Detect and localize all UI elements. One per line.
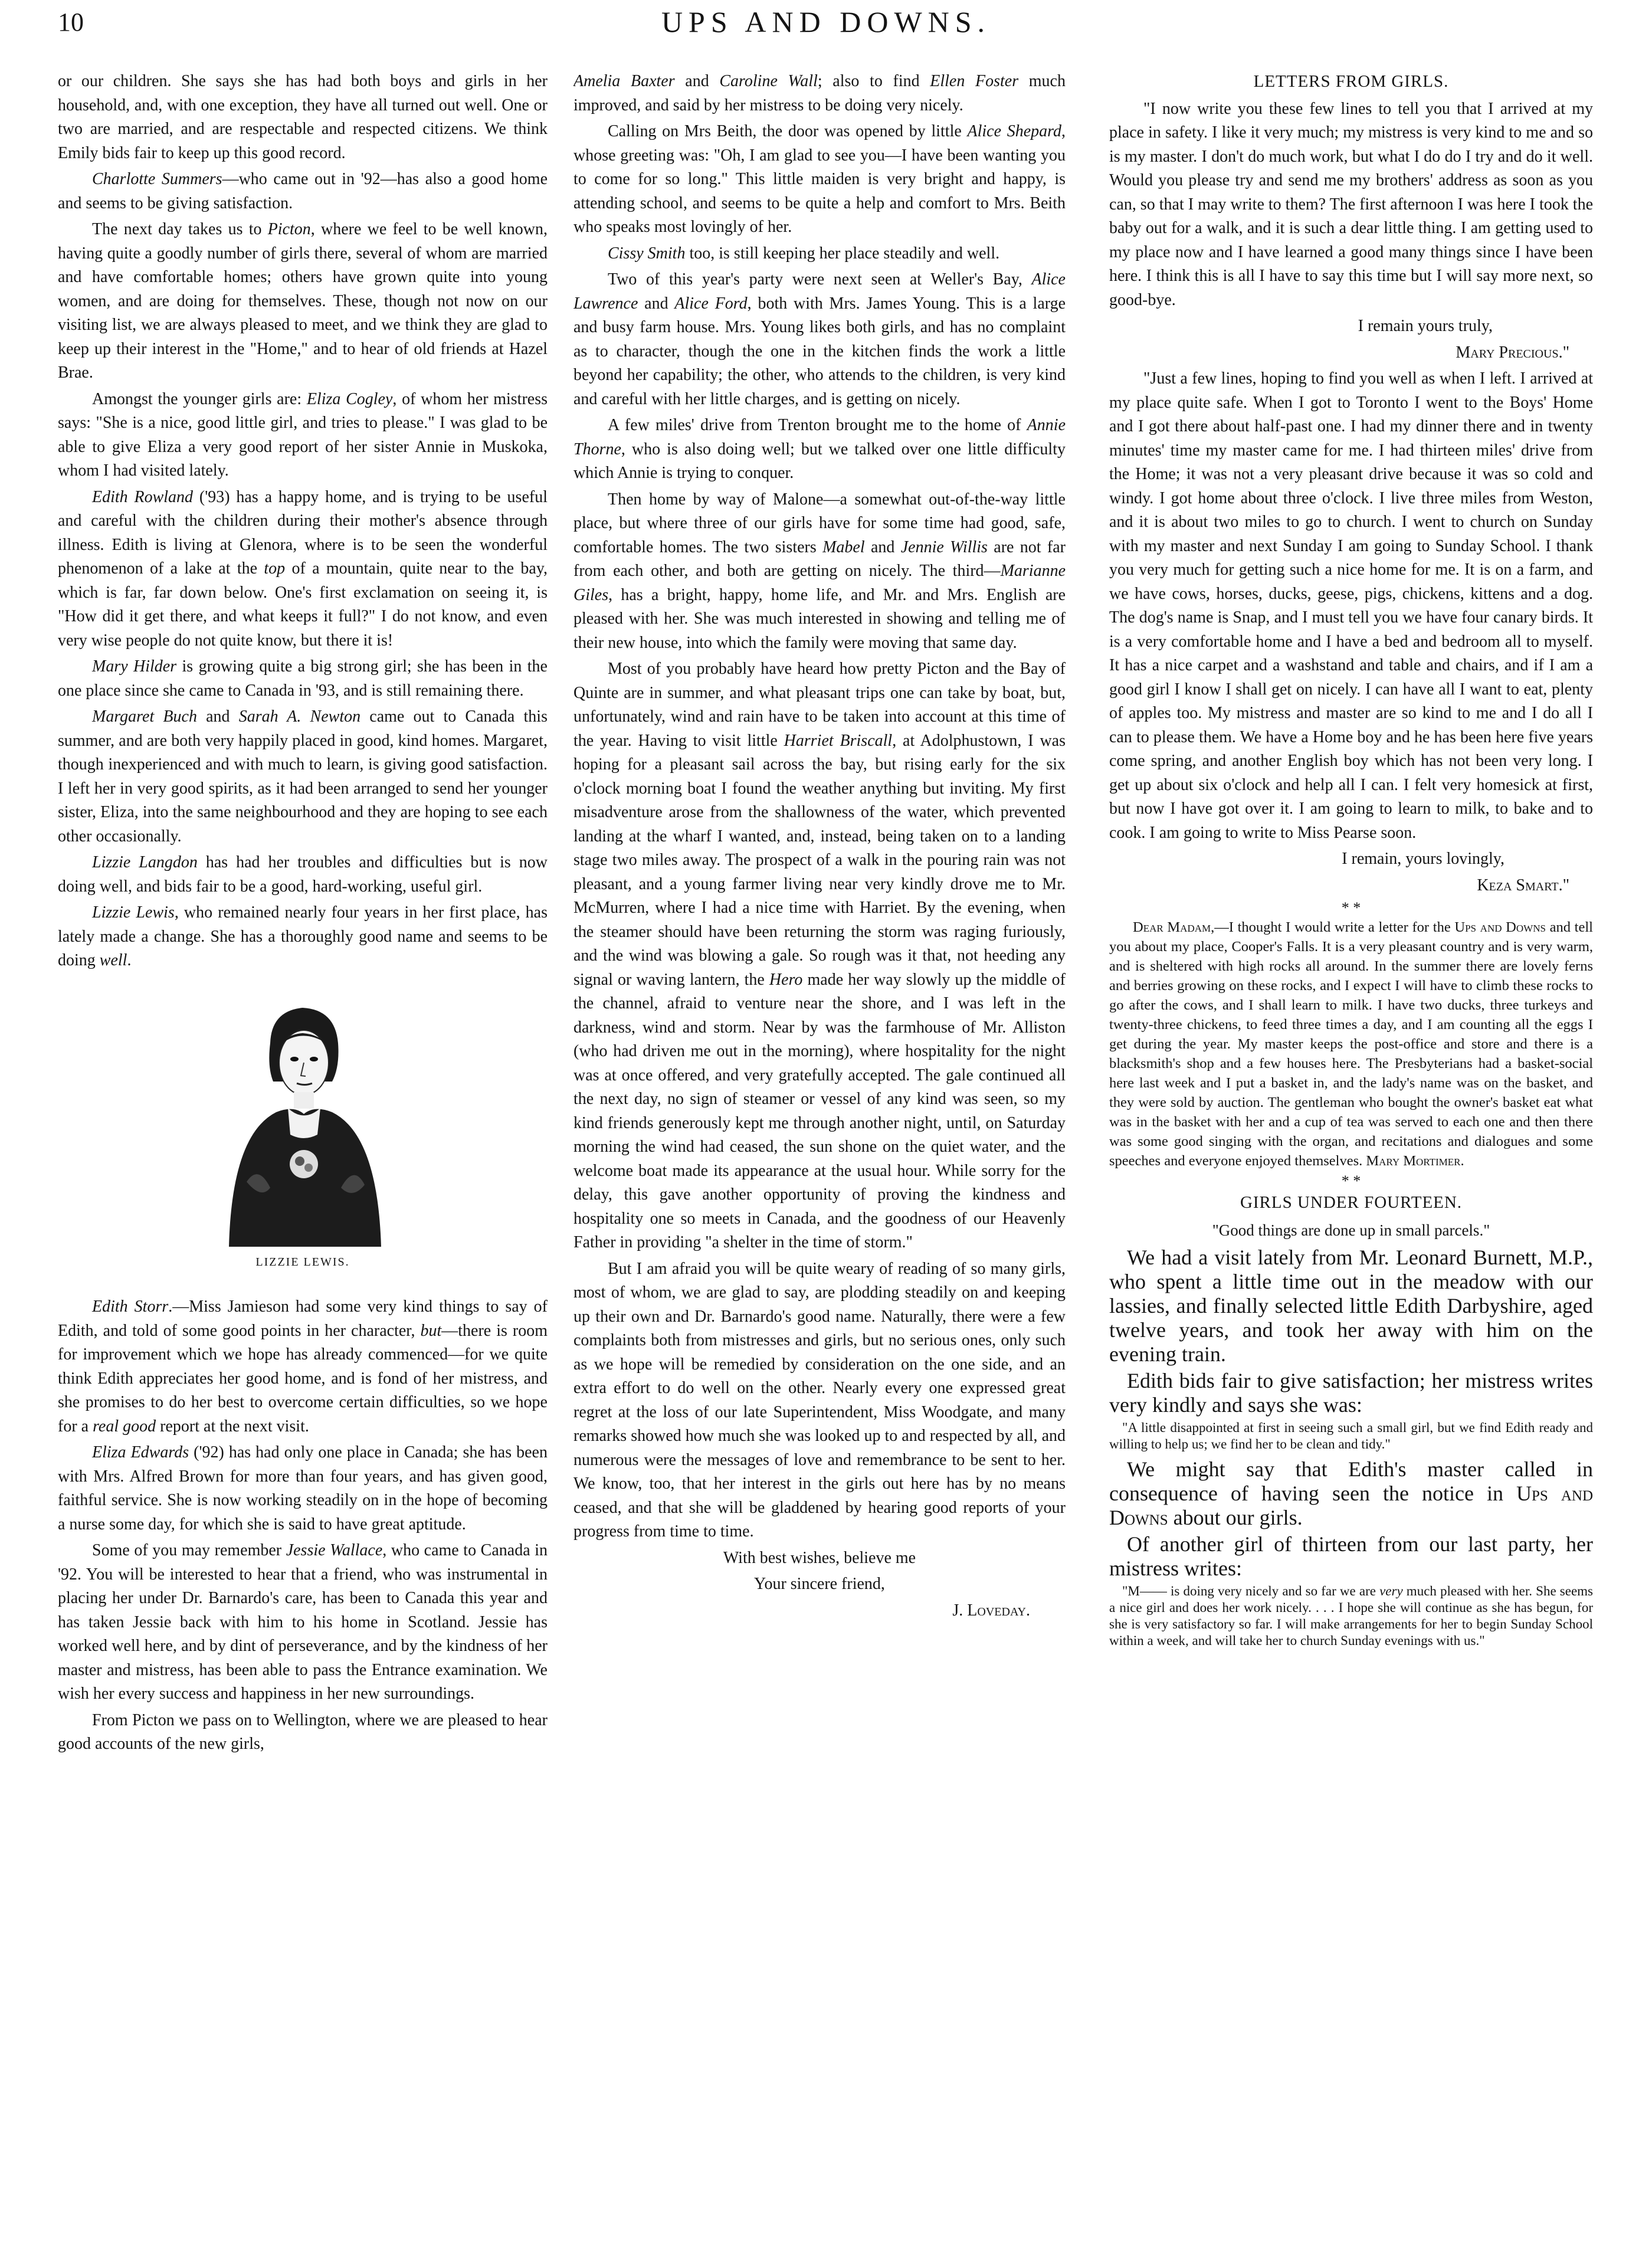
portrait-caption: LIZZIE LEWIS. <box>255 1255 350 1269</box>
person-name: Eliza Edwards <box>92 1443 189 1461</box>
letter-body: "Just a few lines, hoping to find you well as when I left. I arrived at my place quite safe. When I got to Toronto I went to the Boys' Home and I got there about half-past one. I had my dinner there and in twenty minutes' time my master came for me. I had thirteen miles' drive from the Home; it was not a very pleasant drive because it was so cold and windy. I got home about three o'clock. I live three miles from Weston, and it is about two miles to go to church. I went to church on Sunday with my master and next Sunday I am going to Sunday School. I thank you very much for getting such a nice home for me. It is on a farm, and we have cows, horses, ducks, geese, pigs, chickens, kittens and a dog. The dog's name is Snap, and I must tell you we have four canary birds. It is a very comfortable home and I have a bed and bedroom all to myself. It has a nice carpet and a washstand and table and chairs, and if I am a good girl I know I shall get on nicely. I can have all I want to eat, plenty of apples too. My mistress and master are so kind to me and I do all I can to please them. We have a Home boy and he has been here five years come spring, and another English boy which has not been very long. I get up about six o'clock and help all I can. I felt very homesick at first, but now I have got over it. I am going to learn to milk, to bake and to cook. I am going to write to Miss Pearse soon. <box>1109 369 1593 842</box>
quotation: "A little disappointed at first in seeing such a small girl, but we find Edith ready and willing to help us; we find her to be clean and tidy." <box>1109 1420 1593 1451</box>
person-name: Mary Hilder <box>92 657 177 676</box>
magazine-name: Ups and Downs <box>1454 919 1546 935</box>
paragraph: We might say that Edith's master called in consequence of having seen the notice in Ups and Downs about our girls. <box>1109 1457 1593 1529</box>
person-name: Charlotte Summers <box>92 170 222 188</box>
letter-closing: I remain yours truly, <box>1358 317 1493 335</box>
letter-signature: Mary Mortimer. <box>1366 1153 1464 1169</box>
large-print-section <box>1109 1246 1593 1417</box>
paragraph: Margaret Buch and Sarah A. Newton came out to Canada this summer, and are both very happily placed in good, kind homes. Margaret, though inexperienced and with much to learn, is giving good satisfaction. I left her in very good spirits, as it had been arranged to send her younger sister, Eliza, into the same neighbourhood and they are hoping to see each other occasionally. <box>58 707 548 846</box>
paragraph: From Picton we pass on to Wellington, where we are pleased to hear good accounts of the new girls, <box>58 1710 548 1753</box>
letter-signature: Mary Precious." <box>1456 343 1569 362</box>
signature: J. Loveday. <box>952 1601 1030 1620</box>
person-name: Lizzie Lewis <box>92 903 175 922</box>
motto: "Good things are done up in small parcels." <box>1212 1221 1490 1239</box>
person-name: Alice Lawrence <box>573 270 1066 313</box>
paragraph: Edith Storr.—Miss Jamieson had some very kind things to say of Edith, and told of some good points in her character, but—there is room for improvement which we hope has already commenced—for we quite think Edith appreciates her good home, and is fond of her mistress, and she promises to do her best to overcome certain difficulties, so we hope for a real good report at the next visit. <box>58 1297 548 1436</box>
paragraph: Eliza Edwards ('92) has had only one place in Canada; she has been with Mrs. Alfred Brown for more than four years, and has given good, faithful service. She is now working steadily on in the hope of becoming a nurse some day, for which she is said to have great aptitude. <box>58 1443 548 1533</box>
person-name: Edith Storr <box>92 1297 169 1316</box>
letter-small-print: Dear Madam,—I thought I would write a letter for the Ups and Downs and tell you about my place, Cooper's Falls. It is a very pleasant country and is very warm, and is sheltered with high rocks all around. In the summer there are lovely ferns and berries growing on these rocks, and I expect I will have to climb these rocks to go after the cows, and I shall learn to milk. I have two ducks, three turkeys and twenty-three chickens, to feed three times a day, and I am counting all the eggs I get during the year. My master keeps the post-office and store and there is a blacksmith's shop and a few houses here. The Presbyterians had a basket-social here last week and I put a basket in, and the lady's name was on the basket, and they were sold by auction. The gentleman who bought the owner's basket eat what was in the basket with her and a cup of tea was served to each one and then there was some good singing with the organ, and recitations and dialogues and some speeches and everyone enjoyed themselves. Mary Mortimer. <box>1109 919 1593 1169</box>
emphasis: very <box>1379 1584 1403 1598</box>
paragraph: Calling on Mrs Beith, the door was opened by little Alice Shepard, whose greeting was: "Oh, I am glad to see you—I have been wanting you to come for so long." This little maiden is very bright and happy, is attending school, and seems to be quite a help and comfort to Mrs. Beith who speaks most lovingly of her. <box>573 122 1066 236</box>
person-name: Edith Rowland <box>92 487 194 506</box>
paragraph: Of another girl of thirteen from our last party, her mistress writes: <box>1109 1532 1593 1580</box>
paragraph: Edith Rowland ('93) has a happy home, and is trying to be useful and careful with the children during their mother's absence through illness. Edith is living at Glenora, where is to be seen the wonderful phenomenon of a lake at the top of a mountain, quite near to the bay, which is far, far down below. One's first exclamation on seeing it, is "How did it get there, and what keeps it full?" I do not know, and even very wise people do not quite know, but there it is! <box>58 487 548 650</box>
person-name: Sarah A. Newton <box>238 707 361 726</box>
emphasis: real good <box>93 1417 156 1436</box>
paragraph: We had a visit lately from Mr. Leonard Burnett, M.P., who spent a little time out in the meadow with our lassies, and finally selected little Edith Darbyshire, aged twelve years, and took her away with him on the evening train. <box>1109 1246 1593 1366</box>
paragraph: Amelia Baxter and Caroline Wall; also to find Ellen Foster much improved, and said by her mistress to be doing very nicely. <box>573 72 1066 114</box>
person-name: Alice Shepard <box>967 122 1061 140</box>
page-number: 10 <box>58 8 84 37</box>
emphasis: but <box>420 1321 442 1340</box>
paragraph: But I am afraid you will be quite weary of reading of so many girls, most of whom, we are glad to say, are plodding steadily on and keeping up their own and Dr. Barnardo's good name. Naturally, there were a few complaints both from mistresses and girls, but no serious ones, only such as we hope will be remedied by consideration on the one side, and an extra effort to do well on the other. Nearly every one expressed great regret at the loss of our late Superintendent, Miss Woodgate, and many remarks showed how much she was looked up to and respected by all, and numerous were the messages of love and remembrance to be sent to her. We know, too, that her interest in the girls out here has by no means ceased, and that she will be gladdened by hearing good reports of your progress from time to time. <box>573 1259 1066 1541</box>
paragraph: Mary Hilder is growing quite a big strong girl; she has been in the one place since she came to Canada in '93, and is still remaining there. <box>58 657 548 700</box>
paragraph: or our children. She says she has had both boys and girls in her household, and, with one exception, they have all turned out well. One or two are married, and are respectable and respected citizens. We think Emily bids fair to keep up this good record. <box>58 72 548 162</box>
paragraph: Lizzie Lewis, who remained nearly four years in her first place, has lately made a change. She has a thoroughly good name and seems to be doing well. <box>58 903 548 969</box>
paragraph: Most of you probably have heard how pretty Picton and the Bay of Quinte are in summer, and what pleasant trips one can take by boat, but, unfortunately, wind and rain have to be taken into account at this time of the year. Having to visit little Harriet Briscall, at Adolphustown, I was hoping for a pleasant sail across the bay, but rising early for the six o'clock morning boat I found the weather anything but inviting. My first misadventure arose from the shallowness of the water, which prevented landing at the wharf I wanted, and, instead, being taken on to a landing stage two miles away. The prospect of a walk in the pouring rain was not pleasant, and a young farmer living near very kindly drove me to Mr. McMurren, where I had a nice time with Harriet. By the evening, when the steamer should have been returning the storm was raging furiously, and the wind was blowing a gale. So rough was it that, not heeding any signal or waving lantern, the Hero made her way slowly up the middle of the channel, afraid to venture near the shore, and I was left in the darkness, wind and storm. Near by was the farmhouse of Mr. Alliston (who had driven me out in the morning), where hospitality for the night was at once offered, and very gratefully accepted. The gale continued all the next day, no sign of steamer or vessel of any kind was seen, so my kind friends generously kept me through another night, until, on Saturday morning the wind had ceased, the sun shone on the quiet water, and the welcome boat made its appearance at the usual hour. While sorry for the delay, this gave another opportunity of proving the kindness and hospitality one so meets in Canada, and the goodness of our Heavenly Father in providing "a shelter in the time of storm." <box>573 660 1066 1251</box>
closing-line: Your sincere friend, <box>754 1575 885 1593</box>
place-name: Picton <box>267 220 311 238</box>
person-name: Mabel <box>822 538 865 556</box>
person-name: Eliza Cogley <box>306 389 393 408</box>
paragraph: Then home by way of Malone—a somewhat out-of-the-way little place, but where three of our girls have for some time had good, safe, comfortable homes. The two sisters Mabel and Jennie Willis are not far from each other, and both are getting on nicely. The third—Marianne Giles, has a bright, happy, home life, and Mr. and Mrs. English are pleased with her. She was much interested in showing and telling me of their new house, into which the family were moving that same day. <box>573 490 1066 652</box>
person-name: Lizzie Langdon <box>92 853 198 871</box>
paragraph: Two of this year's party were next seen at Weller's Bay, Alice Lawrence and Alice Ford, both with Mrs. James Young. This is a large and busy farm house. Mrs. Young likes both girls, and has no complaint as to character, though the one in the kitchen finds the work a little beyond her capability; the other, who attends to the children, is very kind and careful with her little charges, and is getting on nicely. <box>573 270 1066 408</box>
letter-body: "I now write you these few lines to tell you that I arrived at my place in safety. I like it very much; my mistress is very kind to me and so is my master. I don't do much work, but what I do do I try and do it well. Would you please try and send me my brothers' address as soon as you can, so that I may write to them? The first afternoon I was here I took the baby out for a walk, and it is such a dear little thing. I am getting used to my place now and I have learned a good many things since I have been here. I think this is all I have to say this time but I will say more next, so good-bye. <box>1109 99 1593 309</box>
column-2 <box>573 70 1066 2170</box>
person-name: Ellen Foster <box>930 72 1019 90</box>
person-name: Jennie Willis <box>900 538 988 556</box>
large-print-section <box>1109 1457 1593 1581</box>
asterism: * * <box>1341 1172 1361 1189</box>
person-name: Caroline Wall <box>719 72 818 90</box>
paragraph: Lizzie Langdon has had her troubles and difficulties but is now doing well, and bids fair to be a good, hard-working, useful girl. <box>58 853 548 896</box>
paragraph: Edith bids fair to give satisfaction; her mistress writes very kindly and says she was: <box>1109 1369 1593 1417</box>
letter-signature: Keza Smart." <box>1477 876 1569 894</box>
paragraph: Charlotte Summers—who came out in '92—has also a good home and seems to be giving satisfaction. <box>58 170 548 212</box>
magazine-name: Ups and Downs <box>1109 1482 1593 1529</box>
emphasis: well <box>99 951 127 969</box>
person-name: Amelia Baxter <box>573 72 675 90</box>
person-name: Marianne Giles <box>573 562 1066 604</box>
asterism: * * <box>1341 899 1361 916</box>
paragraph: A few miles' drive from Trenton brought me to the home of Annie Thorne, who is also doing well; but we talked over one little difficulty which Annie is trying to conquer. <box>573 416 1066 482</box>
paragraph: Amongst the younger girls are: Eliza Cogley, of whom her mistress says: "She is a nice, good little girl, and tries to please." I was glad to be able to give Eliza a very good report of her sister Annie in Muskoka, whom I had visited lately. <box>58 389 548 480</box>
ship-name: Hero <box>769 970 803 989</box>
closing-line: With best wishes, believe me <box>723 1548 916 1567</box>
quotation: "M—— is doing very nicely and so far we are very much pleased with her. She seems a nice girl and does her work nicely. . . . I hope she will continue as she has begun, for she is very satisfactory so far. I will make arrangements for her to begin Sunday School within a week, and will take her to church Sunday evenings with us." <box>1109 1584 1593 1648</box>
section-heading: GIRLS UNDER FOURTEEN. <box>1240 1193 1463 1212</box>
salutation: Dear Madam, <box>1133 919 1215 935</box>
column-3 <box>1109 70 1593 1911</box>
letter-closing: I remain, yours lovingly, <box>1342 850 1504 868</box>
person-name: Harriet Briscall <box>784 731 893 750</box>
section-heading: LETTERS FROM GIRLS. <box>1253 72 1449 91</box>
emphasis: top <box>264 559 286 578</box>
paragraph: Cissy Smith too, is still keeping her place steadily and well. <box>608 244 1000 263</box>
person-name: Cissy Smith <box>608 244 686 263</box>
person-name: Annie Thorne <box>573 416 1066 458</box>
paragraph: The next day takes us to Picton, where we feel to be well known, having quite a goodly number of girls there, several of whom are married and have comfortable homes; others have grown quite into young women, and are doing for themselves. These, though not now on our visiting list, we are always pleased to meet, and we think they are glad to keep up their interest in the "Home," and to hear of old friends at Hazel Brae. <box>58 220 548 382</box>
person-name: Alice Ford <box>674 294 748 313</box>
person-name: Jessie Wallace <box>286 1541 383 1559</box>
person-name: Margaret Buch <box>92 707 197 726</box>
column-1 <box>58 70 548 2194</box>
paragraph: Some of you may remember Jessie Wallace, who came to Canada in '92. You will be interested to hear that a friend, who was instrumental in placing her under Dr. Barnardo's care, has been to Canada this year and has taken Jessie back with him to his home in Scotland. Jessie has worked well here, and by dint of perseverance, and by the kindness of her master and mistress, has been able to pass the Entrance examination. We wish her every success and happiness in her new surroundings. <box>58 1541 548 1703</box>
portrait-photo <box>205 987 400 1247</box>
running-head: UPS AND DOWNS. <box>661 5 991 38</box>
